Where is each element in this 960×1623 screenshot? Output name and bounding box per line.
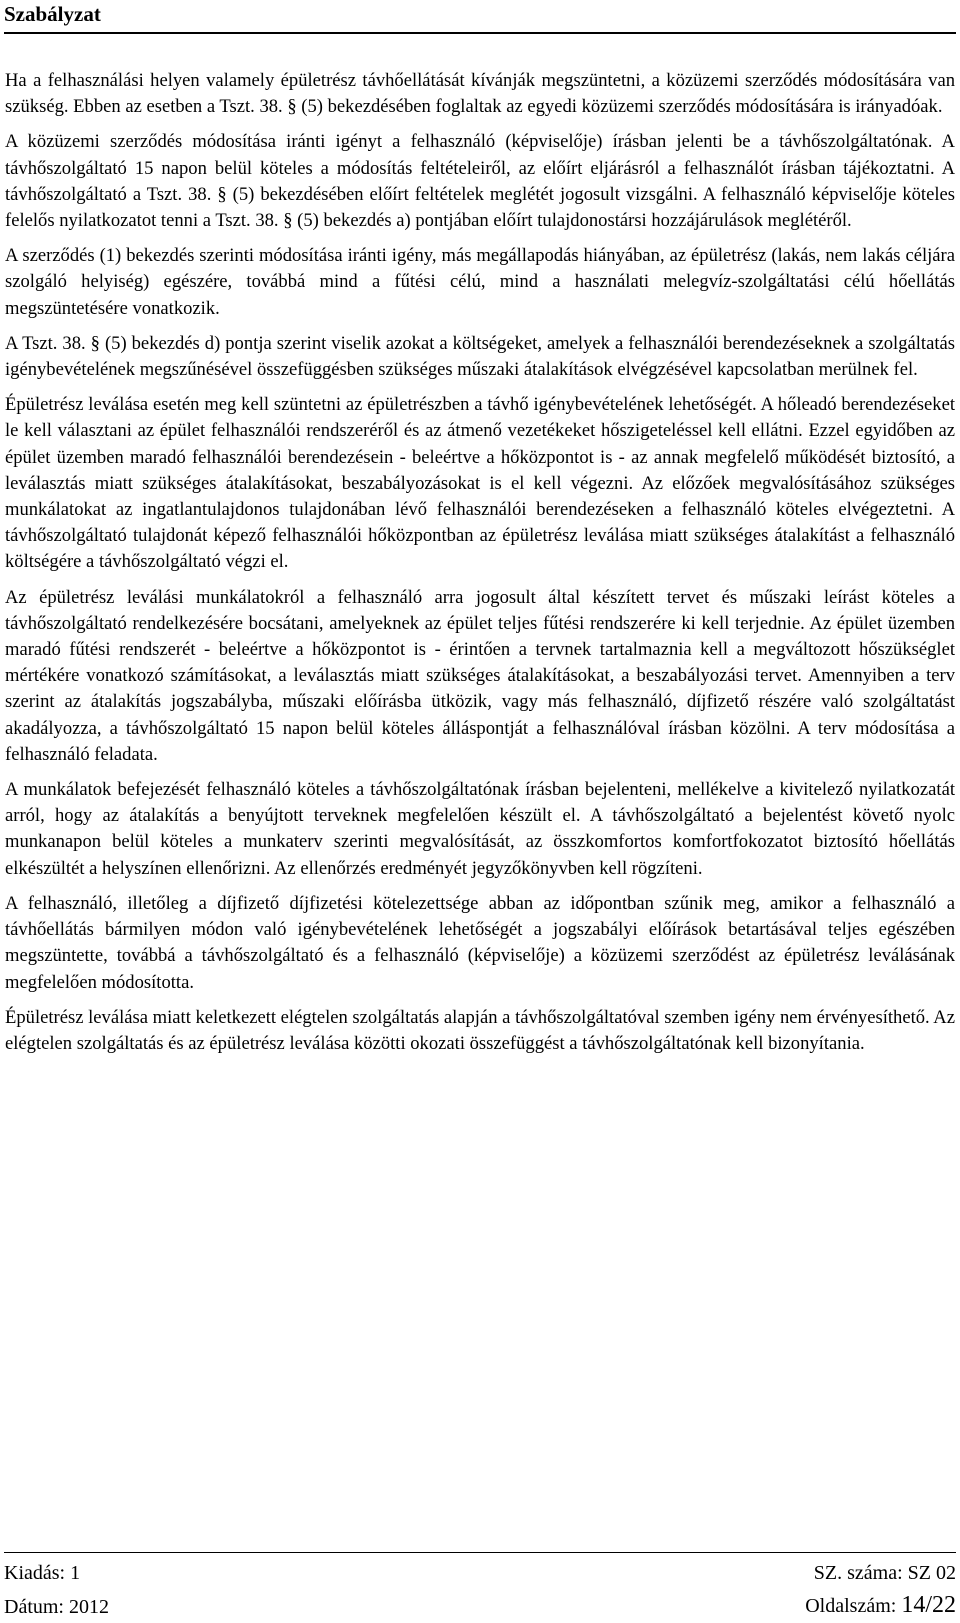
document-body (5, 68, 955, 1066)
paragraph: Ha a felhasználási helyen valamely épületrész távhőellátását kívánják megszüntetni, a közüzemi szerződés módosítására van szükség. Ebben az esetben a Tszt. 38. § (5) bekezdésében foglaltak az egyedi közüzemi szerződés módosítására is irányadóak. (5, 70, 955, 118)
page-number-label: Oldalszám: (805, 1595, 902, 1617)
paragraph: Épületrész leválása miatt keletkezett elégtelen szolgáltatás alapján a távhőszolgáltatóval szemben igény nem érvényesíthető. Az elégtelen szolgáltatás és az épületrész leválása közötti okozati összefüggést a távhőszolgáltatónak kell bizonyítania. (5, 1006, 955, 1054)
page-header (4, 0, 956, 34)
issue-number: Kiadás: 1 (4, 1562, 81, 1584)
document-title: Szabályzat (4, 2, 101, 26)
issue-date: Dátum: 2012 (4, 1596, 109, 1618)
paragraph: A Tszt. 38. § (5) bekezdés d) pontja szerint viselik azokat a költségeket, amelyek a felhasználói berendezéseknek a szolgáltatás igénybevételének megszűnésével összefüggésben szükséges műszaki átalakítások elvégzésével kapcsolatban merülnek fel. (5, 332, 955, 381)
page-number-value: 14/22 (901, 1592, 956, 1618)
paragraph: A közüzemi szerződés módosítása iránti igényt a felhasználó (képviselője) írásban jelenti be a távhőszolgáltatónak. A távhőszolgáltató 15 napon belül köteles a módosítás feltételeiről, az előírt eljárásról a felhasználót írásban tájékoztatni. A távhőszolgáltató a Tszt. 38. § (5) bekezdésében előírt feltételek meglétét jogosult vizsgálni. A felhasználó képviselője köteles felelős nyilatkozatot tenni a Tszt. 38. § (5) bekezdés a) pontjában előírt tulajdonostársi hozzájárulások meglétéről. (5, 131, 955, 232)
page-footer (4, 1552, 956, 1623)
paragraph: A felhasználó, illetőleg a díjfizető díjfizetési kötelezettsége abban az időpontban szűnik meg, amikor a felhasználó a távhőellátás bármilyen módon való igénybevételének lehetőségét a jogszabályi előírások betartásával teljes egészében megszüntette, továbbá a távhőszolgáltató és a felhasználó (képviselője) a közüzemi szerződést az épületrész leválásának megfelelően módosította. (5, 892, 955, 993)
page-number (805, 1593, 956, 1618)
document-number: SZ. száma: SZ 02 (813, 1562, 956, 1584)
paragraph: A szerződés (1) bekezdés szerinti módosítása iránti igény, más megállapodás hiányában, az épületrész (lakás, nem lakás céljára szolgáló helyiség) egészére, továbbá mind a fűtési célú, mind a használati melegvíz-szolgáltatási célú hőellátás megszüntetésére vonatkozik. (5, 245, 955, 319)
paragraph: Épületrész leválása esetén meg kell szüntetni az épületrészben a távhő igénybevételének lehetőségét. A hőleadó berendezéseket le kell választani az épület felhasználói rendszeréről és az átmenő vezetékeket hőszigeteléssel kell ellátni. Ezzel egyidőben az épület üzemben maradó felhasználói berendezésein - beleértve a hőközpontot is - az annak megfelelő működését biztosító, a leválasztás miatt szükséges átalakításokat, beszabályozásokat is el kell végezni. Az előzőek megvalósításához szükséges munkálatokat az ingatlantulajdonos tulajdonában lévő felhasználói berendezéseken a felhasználó köteles elvégeztetni. A távhőszolgáltató tulajdonát képező felhasználói hőközpontban az épületrész leválása miatt szükséges átalakítást a felhasználó költségére a távhőszolgáltató végzi el. (5, 394, 955, 573)
paragraph: A munkálatok befejezését felhasználó köteles a távhőszolgáltatónak írásban bejelenteni, mellékelve a kivitelező nyilatkozatát arról, hogy az átalakítás a benyújtott terveknek megfelelően készült el. A távhőszolgáltató a bejelentést követő nyolc munkanapon belül köteles a munkaterv szerinti megvalósítását, az összkomfortos komfortfokozatot biztosító hőellátás elkészültét a helyszínen ellenőrizni. Az ellenőrzés eredményét jegyzőkönyvben kell rögzíteni. (5, 779, 955, 879)
paragraph: Az épületrész leválási munkálatokról a felhasználó arra jogosult által készített tervet és műszaki leírást köteles a távhőszolgáltató rendelkezésére bocsátani, amelyeknek az épület teljes fűtési rendszerére ki kell terjednie. Az épület üzemben maradó fűtési rendszerét - beleértve a hőközpontot is - érintően a tervnek tartalmaznia kell a megváltozott hőszükséglet mértékére vonatkozó számításokat, a leválasztás miatt szükséges átalakításokat, a beszabályozási tervet. Amennyiben a terv szerint az átalakítás jogszabályba, műszaki előírásba ütközik, vagy más felhasználó, díjfizető részére való szolgáltatást akadályozza, a távhőszolgáltató 15 napon belül köteles álláspontját a felhasználóval írásban közölni. A terv módosítása a felhasználó feladata. (5, 586, 955, 765)
